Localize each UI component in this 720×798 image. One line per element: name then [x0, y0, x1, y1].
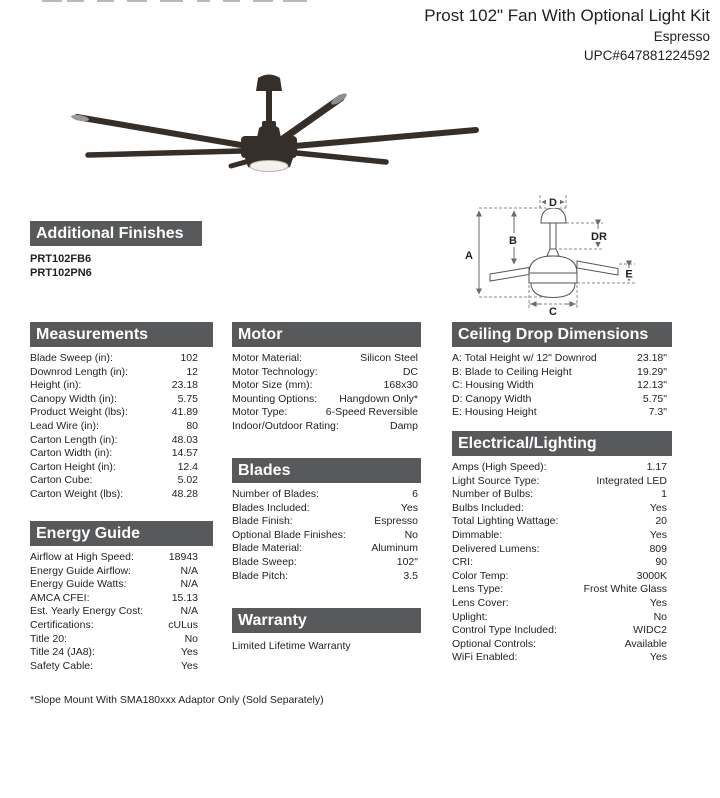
spec-row: [232, 488, 418, 502]
spec-rows: [232, 352, 421, 434]
spec-value: Yes: [649, 651, 667, 664]
spec-row: [30, 660, 198, 674]
spec-label: Light Source Type:: [452, 474, 540, 487]
spec-row: [30, 420, 198, 434]
spec-label: Blade Material:: [232, 542, 303, 555]
spec-value: 102": [396, 555, 418, 568]
spec-label: Color Temp:: [452, 569, 509, 582]
spec-row: [452, 475, 667, 489]
spec-label: Title 20:: [30, 632, 67, 645]
spec-value: 1.17: [646, 461, 667, 473]
ceiling-drop-diagram: [453, 182, 698, 322]
spec-label: Canopy Width (in):: [30, 392, 117, 405]
spec-row: [232, 406, 418, 420]
spec-value: Yes: [400, 501, 418, 514]
spec-value: 102: [180, 352, 198, 364]
spec-label: Motor Material:: [232, 352, 303, 364]
spec-row: [452, 352, 667, 366]
spec-row: [30, 352, 198, 366]
spec-value: N/A: [180, 564, 198, 577]
spec-value: 3.5: [403, 569, 418, 582]
spec-row: [452, 611, 667, 625]
dim-label-a: A: [465, 250, 473, 262]
spec-row: [452, 488, 667, 502]
spec-value: 23.18: [171, 379, 198, 392]
spec-value: 12.13": [636, 379, 667, 392]
spec-row: [452, 651, 667, 665]
section-header: Measurements: [30, 322, 213, 347]
section-header: Energy Guide: [30, 521, 213, 546]
spec-row: [452, 502, 667, 516]
spec-row: [30, 578, 198, 592]
dim-label-c: C: [549, 306, 557, 318]
spec-value: DC: [402, 365, 418, 378]
spec-label: D: Canopy Width: [452, 392, 532, 405]
spec-value: Yes: [180, 646, 198, 659]
spec-row: [30, 619, 198, 633]
spec-row: [232, 502, 418, 516]
dim-label-dr: DR: [591, 231, 607, 243]
spec-value: 12: [186, 365, 198, 378]
spec-label: E: Housing Height: [452, 406, 537, 419]
spec-value: 1: [661, 488, 667, 501]
spec-label: Height (in):: [30, 379, 82, 392]
section-blades: [232, 458, 421, 583]
logo-dash: [253, 0, 273, 2]
spec-row: [452, 624, 667, 638]
spec-value: 809: [649, 542, 667, 555]
spec-label: Downrod Length (in):: [30, 365, 129, 378]
spec-value: 80: [186, 419, 198, 432]
logo-dash: [160, 0, 183, 2]
spec-row: [30, 646, 198, 660]
spec-label: Carton Cube:: [30, 474, 93, 487]
spec-value: 20: [655, 515, 667, 528]
logo-dash: [127, 0, 147, 2]
spec-value: 19.29": [636, 365, 667, 378]
section-warranty: [232, 608, 421, 653]
spec-label: Blade Sweep (in):: [30, 352, 113, 364]
spec-row: [30, 565, 198, 579]
spec-row: [30, 461, 198, 475]
spec-row: [232, 556, 418, 570]
spec-value: 7.3": [648, 406, 667, 419]
spec-value: 18943: [168, 551, 198, 563]
dim-label-b: B: [509, 235, 517, 247]
spec-value: No: [404, 528, 418, 541]
spec-value: N/A: [180, 605, 198, 618]
spec-value: 41.89: [171, 406, 198, 419]
spec-row: [452, 529, 667, 543]
spec-label: Delivered Lumens:: [452, 542, 540, 555]
spec-value: Yes: [649, 528, 667, 541]
spec-value: 5.75: [177, 392, 198, 405]
spec-value: Yes: [649, 501, 667, 514]
logo-dash: [223, 0, 240, 2]
section-motor: [232, 322, 421, 434]
spec-label: Carton Width (in):: [30, 447, 113, 460]
logo-dash: [67, 0, 84, 2]
spec-value: WIDC2: [633, 624, 667, 637]
section-header: Electrical/Lighting: [452, 431, 672, 456]
spec-row: [30, 366, 198, 380]
spec-row: [30, 406, 198, 420]
spec-label: Optional Controls:: [452, 637, 537, 650]
spec-row: [30, 474, 198, 488]
spec-row: [30, 488, 198, 502]
spec-value: Available: [624, 637, 667, 650]
spec-label: Uplight:: [452, 610, 488, 623]
spec-value: Hangdown Only*: [339, 392, 418, 405]
spec-value: 23.18": [636, 352, 667, 364]
spec-row: [452, 379, 667, 393]
spec-label: Carton Height (in):: [30, 460, 116, 473]
spec-row: [452, 515, 667, 529]
spec-row: [452, 366, 667, 380]
spec-row: [452, 406, 667, 420]
dim-label-e: E: [625, 268, 633, 281]
spec-row: [30, 379, 198, 393]
spec-label: Certifications:: [30, 618, 94, 631]
spec-label: Product Weight (lbs):: [30, 406, 128, 419]
section-header: Blades: [232, 458, 421, 483]
spec-row: [452, 583, 667, 597]
spec-row: [452, 638, 667, 652]
spec-label: Total Lighting Wattage:: [452, 515, 559, 528]
section-additional-finishes: [30, 221, 202, 280]
finish-sku: PRT102FB6: [30, 253, 92, 265]
spec-label: AMCA CFEI:: [30, 591, 90, 604]
spec-rows: [30, 551, 213, 673]
spec-row: [232, 352, 418, 366]
spec-label: Carton Weight (lbs):: [30, 487, 124, 500]
spec-row: [232, 515, 418, 529]
spec-label: Dimmable:: [452, 528, 503, 541]
spec-value: Frost White Glass: [583, 583, 667, 596]
spec-row: [30, 434, 198, 448]
spec-rows: [30, 352, 213, 502]
spec-row: [232, 393, 418, 407]
spec-value: N/A: [180, 578, 198, 591]
spec-row: [232, 570, 418, 584]
spec-value: 12.4: [177, 460, 198, 473]
product-title: Prost 102" Fan With Optional Light Kit: [424, 6, 710, 25]
spec-value: 48.03: [171, 433, 198, 446]
spec-row: [30, 592, 198, 606]
spec-label: Est. Yearly Energy Cost:: [30, 605, 144, 618]
title-block: [424, 4, 710, 65]
spec-value: Damp: [389, 419, 418, 432]
spec-row: [30, 633, 198, 647]
spec-label: Lead Wire (in):: [30, 419, 99, 432]
spec-value: No: [184, 632, 198, 645]
spec-row: [452, 570, 667, 584]
spec-label: Blade Pitch:: [232, 569, 289, 582]
blade-tip-highlight: [330, 91, 349, 106]
spec-value: Aluminum: [371, 542, 418, 555]
spec-row: [232, 529, 418, 543]
section-header: Additional Finishes: [30, 221, 202, 246]
section-measurements: [30, 322, 213, 502]
spec-value: 90: [655, 556, 667, 569]
section-energy-guide: [30, 521, 213, 673]
section-header: Motor: [232, 322, 421, 347]
spec-row: [232, 420, 418, 434]
spec-value: 5.75": [642, 392, 667, 405]
spec-value: 15.13: [171, 591, 198, 604]
spec-value: 6: [412, 488, 418, 500]
spec-value: 5.02: [177, 474, 198, 487]
spec-label: Title 24 (JA8):: [30, 646, 95, 659]
spec-value: Integrated LED: [596, 474, 667, 487]
slope-mount-footnote: *Slope Mount With SMA180xxx Adaptor Only (Sold Separately): [30, 694, 324, 706]
logo-dash: [197, 0, 210, 2]
spec-label: Safety Cable:: [30, 659, 94, 672]
spec-label: Amps (High Speed):: [452, 461, 547, 473]
spec-label: Optional Blade Finishes:: [232, 528, 346, 541]
spec-row: [452, 556, 667, 570]
spec-label: Control Type Included:: [452, 624, 557, 637]
warranty-text: Limited Lifetime Warranty: [232, 640, 351, 652]
spec-row: [30, 393, 198, 407]
finish-sku-list: [30, 253, 202, 280]
spec-label: Blade Sweep:: [232, 555, 297, 568]
spec-label: Energy Guide Airflow:: [30, 564, 131, 577]
spec-row: [30, 447, 198, 461]
section-header: Warranty: [232, 608, 421, 633]
spec-value: 6-Speed Reversible: [325, 406, 418, 419]
spec-label: Motor Technology:: [232, 365, 318, 378]
spec-label: Lens Cover:: [452, 596, 509, 609]
finish-sku: PRT102PN6: [30, 266, 92, 279]
spec-label: WiFi Enabled:: [452, 651, 518, 664]
spec-value: 168x30: [383, 379, 418, 392]
spec-value: cULus: [168, 618, 198, 631]
spec-rows: [452, 461, 672, 665]
spec-label: Carton Length (in):: [30, 433, 118, 446]
logo-dash: [97, 0, 114, 2]
logo-dash: [42, 0, 62, 2]
spec-row: [452, 543, 667, 557]
spec-label: Blades Included:: [232, 501, 310, 514]
spec-label: Number of Bulbs:: [452, 488, 534, 501]
spec-value: Espresso: [374, 515, 418, 528]
spec-value: 48.28: [171, 487, 198, 500]
spec-label: Airflow at High Speed:: [30, 551, 134, 563]
section-electrical-lighting: [452, 431, 672, 665]
spec-row: [452, 597, 667, 611]
spec-value: 14.57: [171, 447, 198, 460]
spec-label: Indoor/Outdoor Rating:: [232, 419, 339, 432]
spec-row: [452, 461, 667, 475]
spec-value: No: [653, 610, 667, 623]
spec-rows: [232, 488, 421, 583]
spec-value: 3000K: [636, 569, 667, 582]
spec-value: Silicon Steel: [360, 352, 418, 364]
light-kit-glass: [250, 161, 288, 172]
spec-label: Number of Blades:: [232, 488, 319, 500]
spec-label: Mounting Options:: [232, 392, 318, 405]
fan-product-image: [55, 66, 485, 211]
spec-label: Blade Finish:: [232, 515, 293, 528]
spec-value: Yes: [180, 659, 198, 672]
section-header: Ceiling Drop Dimensions: [452, 322, 672, 347]
spec-label: CRI:: [452, 556, 473, 569]
product-finish: Espresso: [653, 29, 710, 44]
dim-label-d: D: [549, 197, 557, 209]
spec-row: [30, 605, 198, 619]
product-upc: UPC#647881224592: [583, 48, 710, 63]
spec-label: Lens Type:: [452, 583, 504, 596]
spec-label: C: Housing Width: [452, 379, 534, 392]
spec-label: Bulbs Included:: [452, 501, 524, 514]
spec-row: [232, 366, 418, 380]
logo-dash: [283, 0, 307, 2]
spec-label: B: Blade to Ceiling Height: [452, 365, 572, 378]
section-ceiling-drop-dimensions: [452, 322, 672, 420]
spec-label: Energy Guide Watts:: [30, 578, 127, 591]
spec-value: Yes: [649, 596, 667, 609]
spec-label: A: Total Height w/ 12" Downrod: [452, 352, 597, 364]
spec-row: [232, 379, 418, 393]
spec-row: [30, 551, 198, 565]
spec-row: [232, 542, 418, 556]
spec-label: Motor Size (mm):: [232, 379, 313, 392]
spec-row: [452, 393, 667, 407]
spec-label: Motor Type:: [232, 406, 288, 419]
spec-rows: [452, 352, 672, 420]
